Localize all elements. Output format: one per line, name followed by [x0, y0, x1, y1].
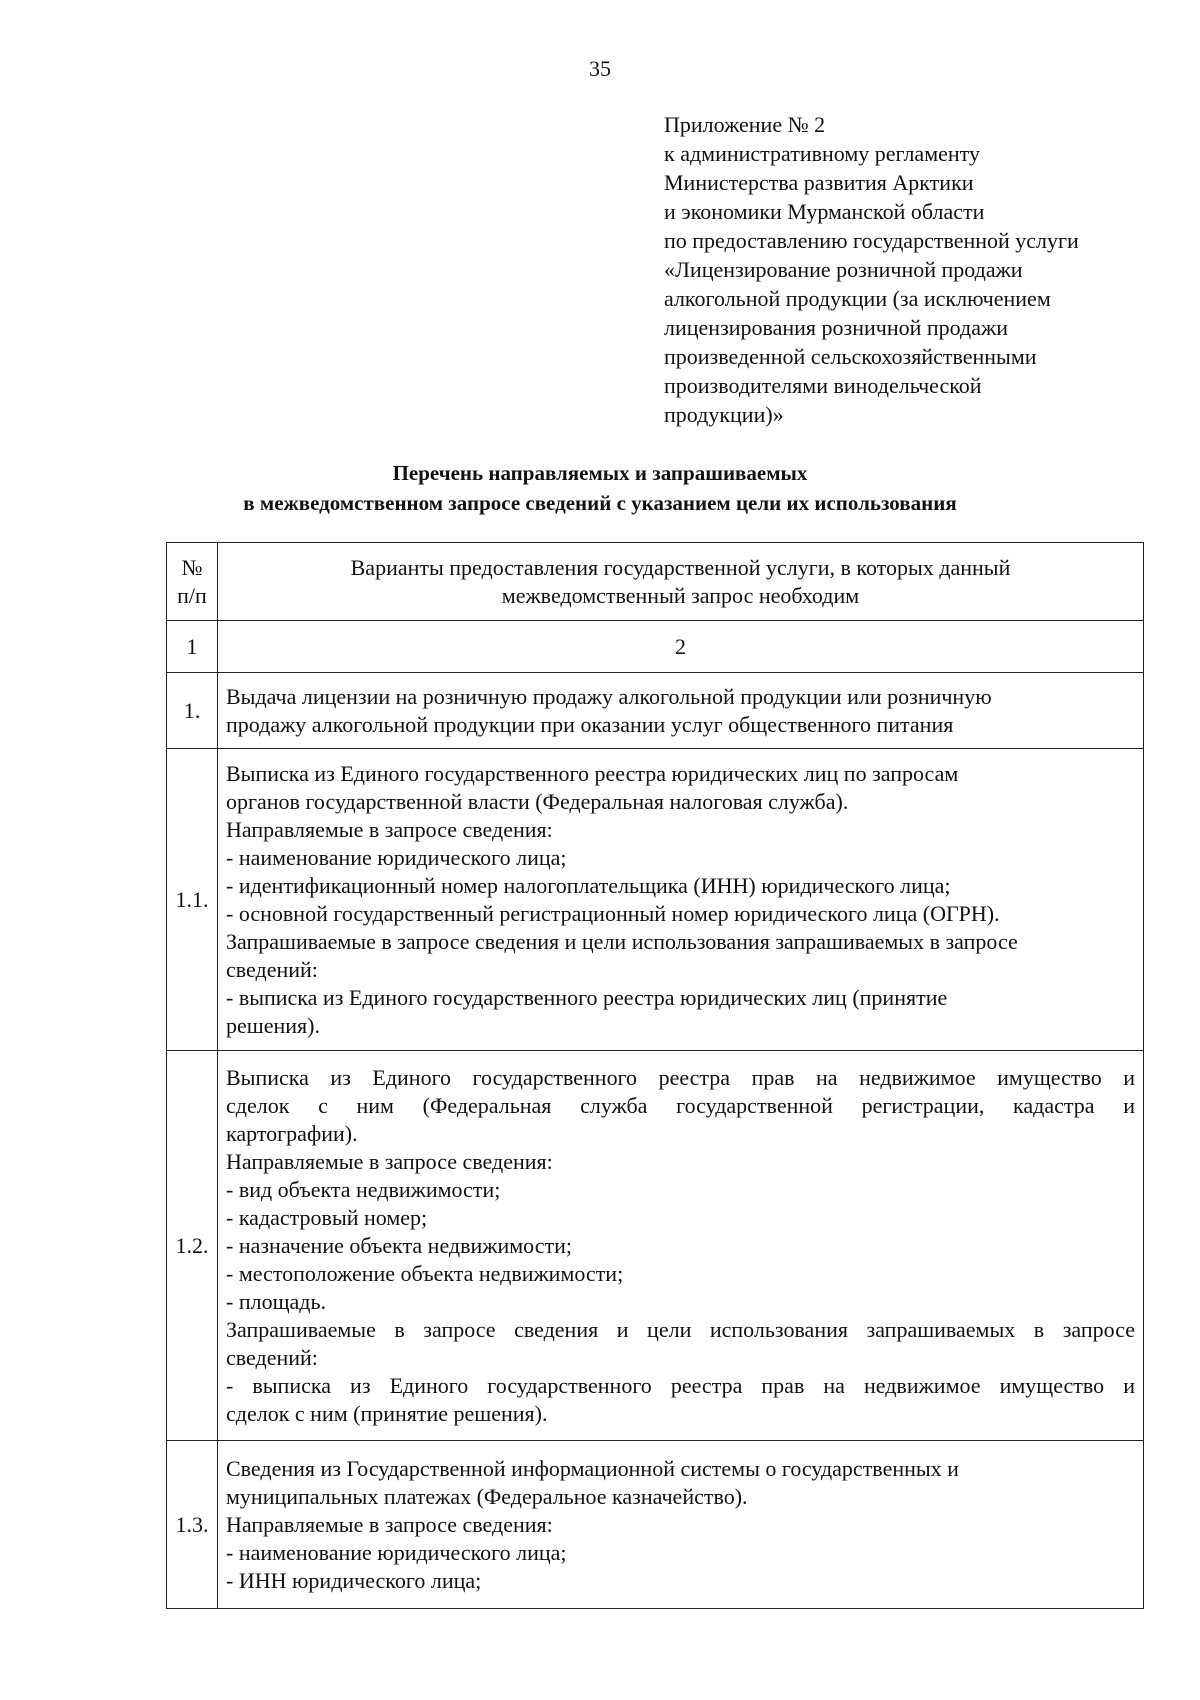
table-row — [167, 673, 1144, 749]
row-line: Направляемые в запросе сведения: — [226, 1511, 553, 1537]
row-text — [218, 1051, 1144, 1441]
row-line: - назначение объекта недвижимости; — [226, 1232, 572, 1258]
page-number: 35 — [589, 56, 611, 81]
row-line: Направляемые в запросе сведения: — [226, 816, 553, 842]
row-num: 1.1. — [167, 749, 218, 1051]
row-line: - площадь. — [226, 1288, 327, 1314]
appendix-line: Приложение № 2 — [664, 112, 826, 137]
row-line: Направляемые в запросе сведения: — [226, 1148, 553, 1174]
appendix-line: по предоставлению государственной услуги — [664, 228, 1079, 253]
header-desc-line: межведомственный запрос необходим — [501, 582, 860, 608]
row-line: - наименование юридического лица; — [226, 844, 567, 870]
row-line: - местоположение объекта недвижимости; — [226, 1260, 624, 1286]
header-desc-line: Варианты предоставления государственной услуги, в которых данный — [350, 554, 1011, 580]
row-line: Запрашиваемые в запросе сведения и цели использования запрашиваемых в запросе — [226, 928, 1018, 954]
header-num-cell — [167, 543, 218, 621]
appendix-line: произведенной сельскохозяйственными — [664, 344, 1037, 369]
table-row — [167, 749, 1144, 1051]
row-line: продажу алкогольной продукции при оказании услуг общественного питания — [226, 711, 954, 737]
row-line: сделок с ним (принятие решения). — [226, 1400, 548, 1426]
row-text — [218, 749, 1144, 1051]
row-line: сведений: — [226, 956, 318, 982]
appendix-line: «Лицензирование розничной продажи — [664, 257, 1023, 282]
table-row — [167, 1051, 1144, 1441]
appendix-line: и экономики Мурманской области — [664, 199, 985, 224]
row-line: - идентификационный номер налогоплательщика (ИНН) юридического лица; — [226, 872, 951, 898]
row-line: - вид объекта недвижимости; — [226, 1176, 501, 1202]
appendix-header — [664, 110, 1184, 429]
header-num-line: п/п — [177, 582, 207, 608]
row-line: муниципальных платежах (Федеральное казначейство). — [226, 1483, 748, 1509]
row-text — [218, 673, 1144, 749]
row-text — [218, 1441, 1144, 1609]
row-line: - ИНН юридического лица; — [226, 1567, 482, 1593]
row-num: 1.3. — [167, 1441, 218, 1609]
row-line: Выписка из Единого государственного реестра юридических лиц по запросам — [226, 760, 959, 786]
numbering-col-1: 1 — [167, 621, 218, 673]
row-line: Выдача лицензии на розничную продажу алкогольной продукции или розничную — [226, 683, 992, 709]
requests-table — [166, 542, 1144, 1609]
appendix-line: лицензирования розничной продажи — [664, 315, 1008, 340]
table-header-row — [167, 543, 1144, 621]
row-line: - кадастровый номер; — [226, 1204, 428, 1230]
row-line: - основной государственный регистрационный номер юридического лица (ОГРН). — [226, 900, 1000, 926]
row-line: - выписка из Единого государственного реестра прав на недвижимое имущество и — [226, 1372, 1135, 1398]
appendix-line: продукции)» — [664, 402, 784, 427]
row-line: картографии). — [226, 1120, 358, 1146]
row-line: Выписка из Единого государственного реестра прав на недвижимое имущество и — [226, 1064, 1135, 1090]
appendix-line: к административному регламенту — [664, 141, 980, 166]
appendix-line: Министерства развития Арктики — [664, 170, 974, 195]
numbering-col-2: 2 — [218, 621, 1144, 673]
table-row — [167, 1441, 1144, 1609]
title-line-1: Перечень направляемых и запрашиваемых — [392, 461, 808, 485]
row-num: 1. — [167, 673, 218, 749]
row-line: сведений: — [226, 1344, 318, 1370]
row-line: - наименование юридического лица; — [226, 1539, 567, 1565]
appendix-line: алкогольной продукции (за исключением — [664, 286, 1051, 311]
appendix-line: производителями винодельческой — [664, 373, 982, 398]
row-line: Запрашиваемые в запросе сведения и цели использования запрашиваемых в запросе — [226, 1316, 1135, 1342]
row-line: Сведения из Государственной информационной системы о государственных и — [226, 1455, 959, 1481]
table-numbering-row — [167, 621, 1144, 673]
row-line: органов государственной власти (Федеральная налоговая служба). — [226, 788, 849, 814]
row-line: сделок с ним (Федеральная служба государственной регистрации, кадастра и — [226, 1092, 1135, 1118]
document-title — [0, 458, 1200, 518]
row-line: решения). — [226, 1012, 320, 1038]
row-num: 1.2. — [167, 1051, 218, 1441]
header-num-line: № — [181, 554, 203, 580]
row-line: - выписка из Единого государственного реестра юридических лиц (принятие — [226, 984, 948, 1010]
title-line-2: в межведомственном запросе сведений с указанием цели их использования — [243, 491, 957, 515]
header-desc-cell — [218, 543, 1144, 621]
